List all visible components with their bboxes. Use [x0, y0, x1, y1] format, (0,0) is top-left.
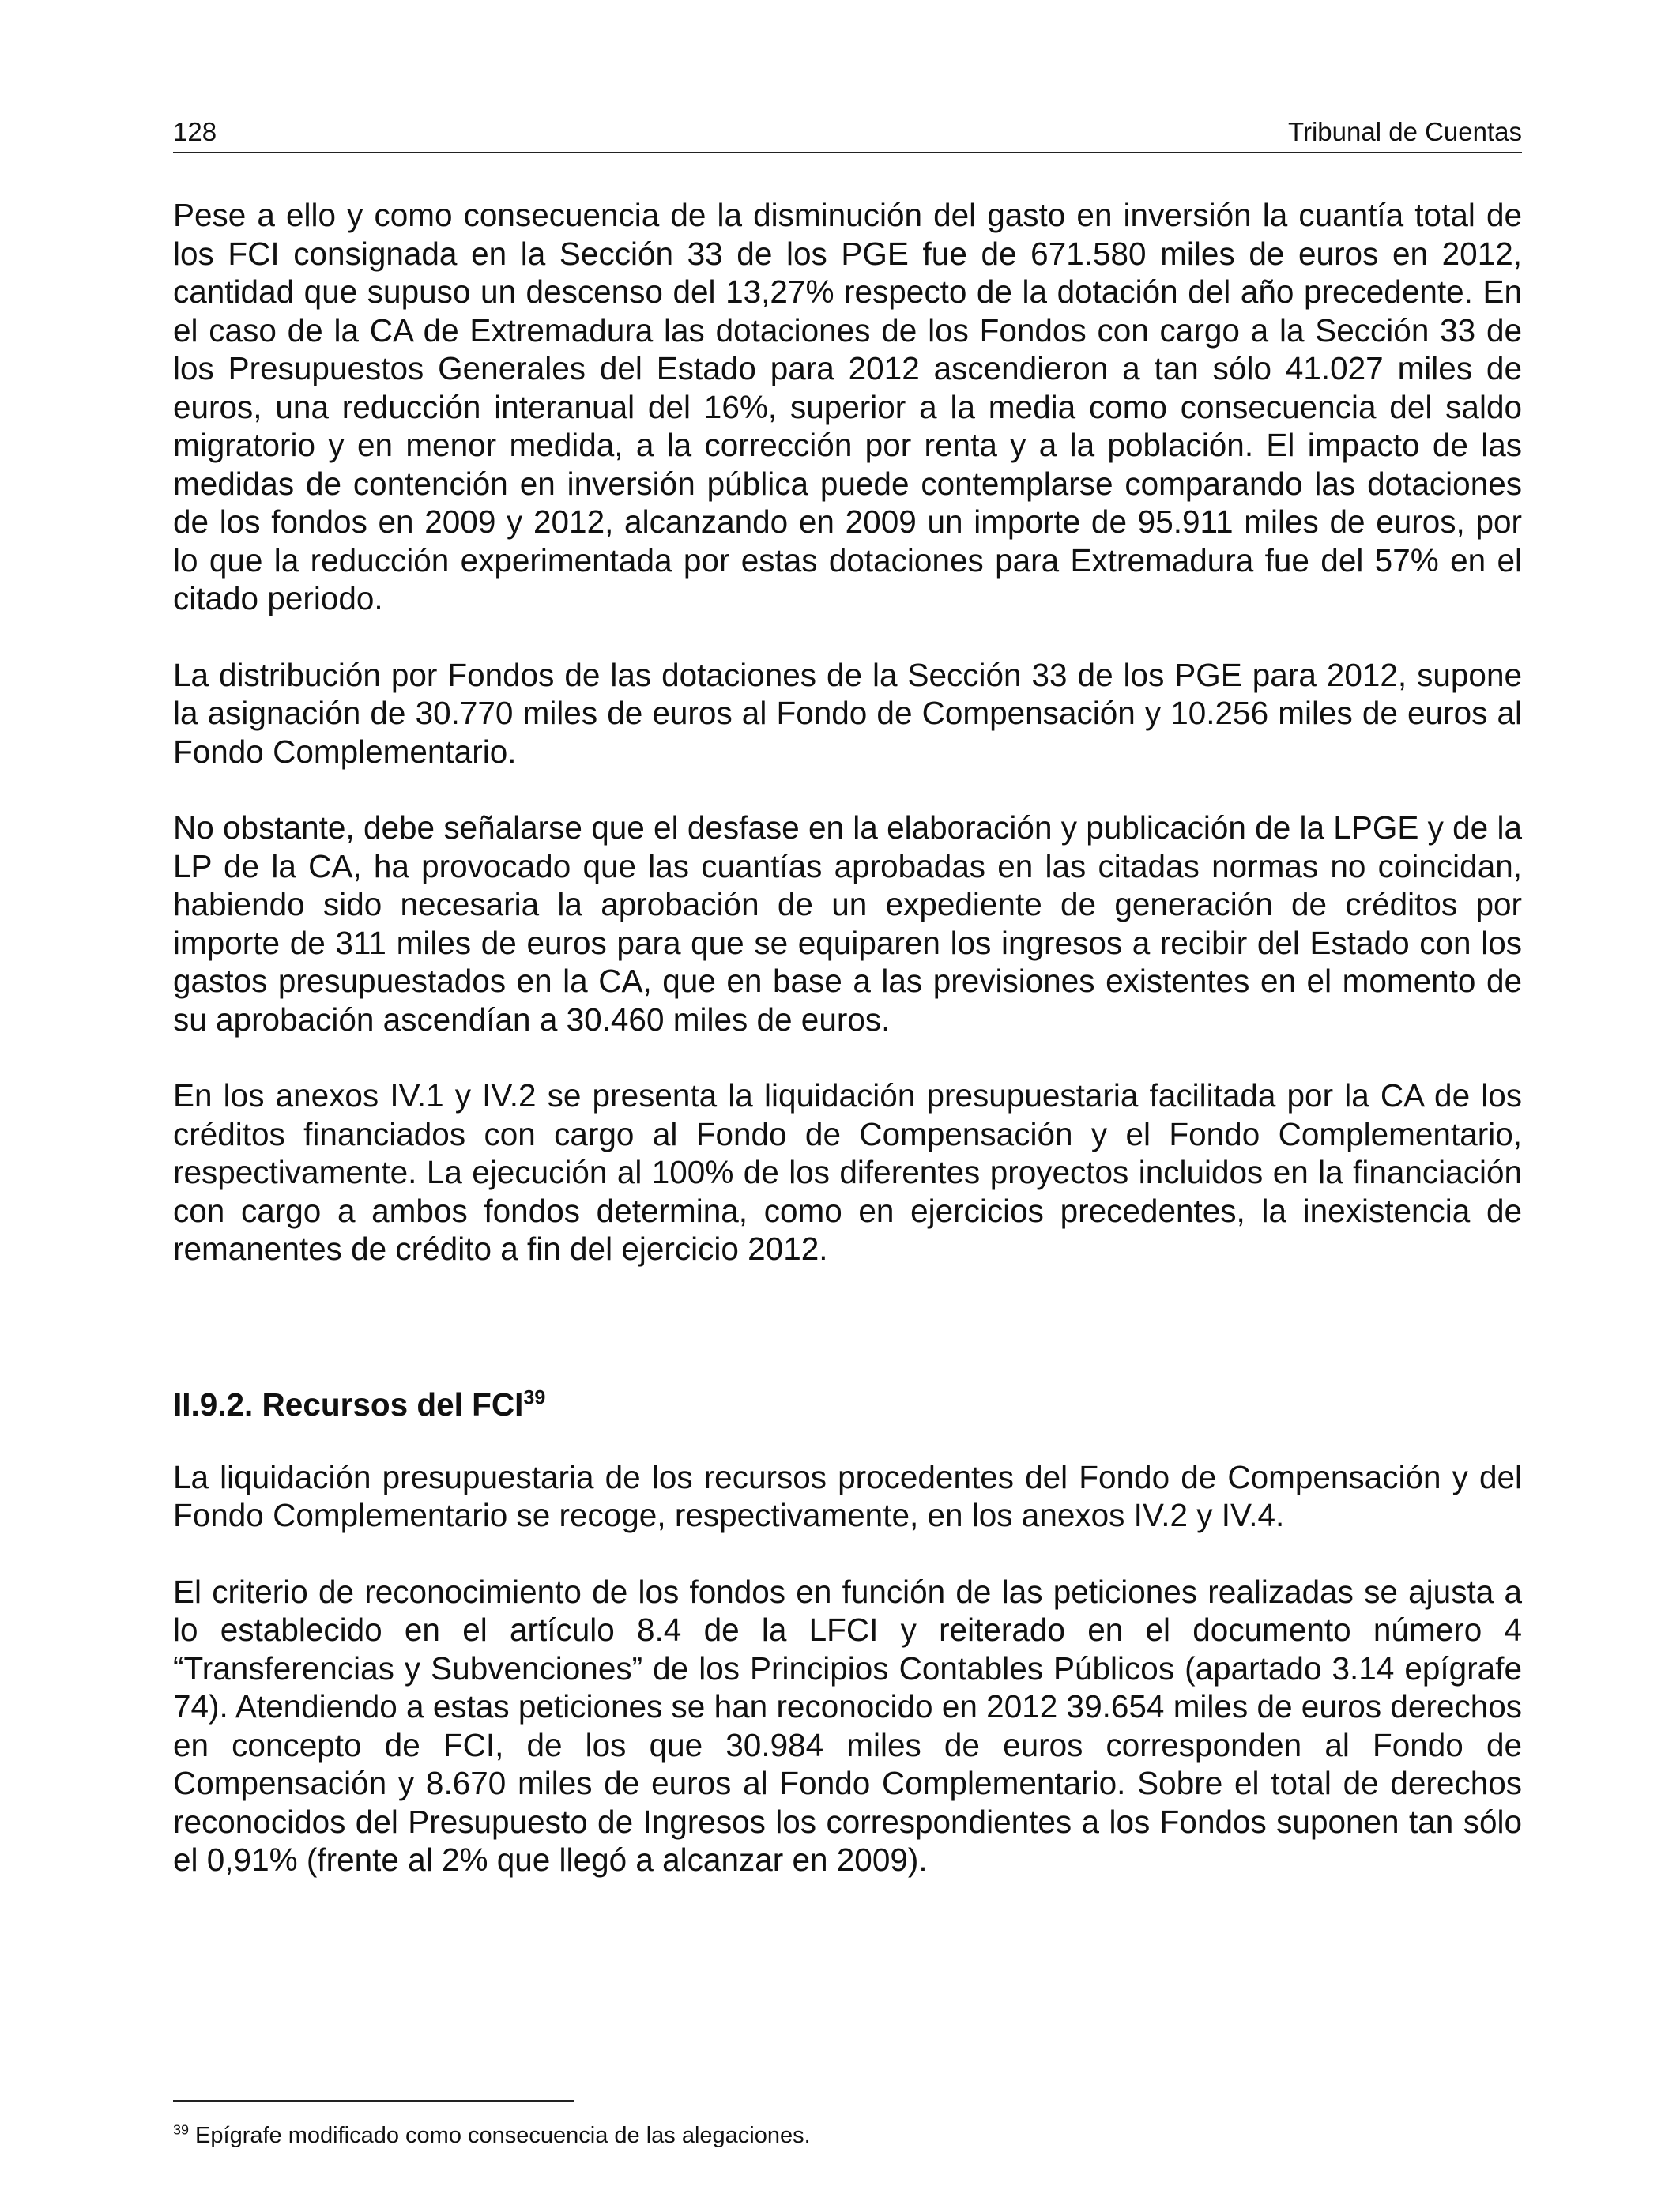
header-organization: Tribunal de Cuentas [1288, 117, 1522, 146]
section-heading-text: II.9.2. Recursos del FCI [173, 1385, 524, 1423]
page-header [173, 119, 1522, 153]
paragraph: En los anexos IV.1 y IV.2 se presenta la liquidación presupuestaria facilitada por la CA de los créditos financiados con cargo al Fondo de Compensación y el Fondo Complementario, respectivamente. La ejecución al 100% de los diferentes proyectos incluidos en la financiación con cargo a ambos fondos determina, como en ejercicios precedentes, la inexistencia de remanentes de crédito a fin del ejercicio 2012. [173, 1077, 1522, 1267]
section-spacer [173, 1306, 1522, 1385]
paragraph: Pese a ello y como consecuencia de la disminución del gasto en inversión la cuantía total de los FCI consignada en la Sección 33 de los PGE fue de 671.580 miles de euros en 2012, cantidad que supuso un descenso del 13,27% respecto de la dotación del año precedente. En el caso de la CA de Extremadura las dotaciones de los Fondos con cargo a la Sección 33 de los Presupuestos Generales del Estado para 2012 ascendieron a tan sólo 41.027 miles de euros, una reducción interanual del 16%, superior a la media como consecuencia del saldo migratorio y en menor medida, a la corrección por renta y a la población. El impacto de las medidas de contención en inversión pública puede contemplarse comparando las dotaciones de los fondos en 2009 y 2012, alcanzando en 2009 un importe de 95.911 miles de euros, por lo que la reducción experimentada por estas dotaciones para Extremadura fue del 57% en el citado periodo. [173, 197, 1522, 616]
footnote-number: 39 [173, 2121, 189, 2138]
footnote [173, 2121, 1522, 2150]
body-content [173, 196, 1522, 1917]
footnote-divider [173, 2100, 574, 2102]
section-heading [173, 1385, 1522, 1423]
paragraph: El criterio de reconocimiento de los fondos en función de las peticiones realizadas se ajusta a lo establecido en el artículo 8.4 de la LFCI y reiterado en el documento número 4 “Transferencias y Subvenciones” de los Principios Contables Públicos (apartado 3.14 epígrafe 74). Atendiendo a estas peticiones se han reconocido en 2012 39.654 miles de euros derechos en concepto de FCI, de los que 30.984 miles de euros corresponden al Fondo de Compensación y 8.670 miles de euros al Fondo Complementario. Sobre el total de derechos reconocidos del Presupuesto de Ingresos los correspondientes a los Fondos suponen tan sólo el 0,91% (frente al 2% que llegó a alcanzar en 2009). [173, 1573, 1522, 1878]
paragraph: La distribución por Fondos de las dotaciones de la Sección 33 de los PGE para 2012, supone la asignación de 30.770 miles de euros al Fondo de Compensación y 10.256 miles de euros al Fondo Complementario. [173, 656, 1522, 770]
page-number: 128 [173, 117, 217, 146]
footnote-reference[interactable]: 39 [523, 1386, 546, 1408]
paragraph: No obstante, debe señalarse que el desfase en la elaboración y publicación de la LPGE y de la LP de la CA, ha provocado que las cuantías aprobadas en las citadas normas no coincidan, habiendo sido necesaria la aprobación de un expediente de generación de créditos por importe de 311 miles de euros para que se equiparen los ingresos a recibir del Estado con los gastos presupuestados en la CA, que en base a las previsiones existentes en el momento de su aprobación ascendían a 30.460 miles de euros. [173, 809, 1522, 1038]
paragraph: La liquidación presupuestaria de los recursos procedentes del Fondo de Compensación y del Fondo Complementario se recoge, respectivamente, en los anexos IV.2 y IV.4. [173, 1458, 1522, 1533]
footnote-text: Epígrafe modificado como consecuencia de las alegaciones. [189, 2123, 811, 2148]
